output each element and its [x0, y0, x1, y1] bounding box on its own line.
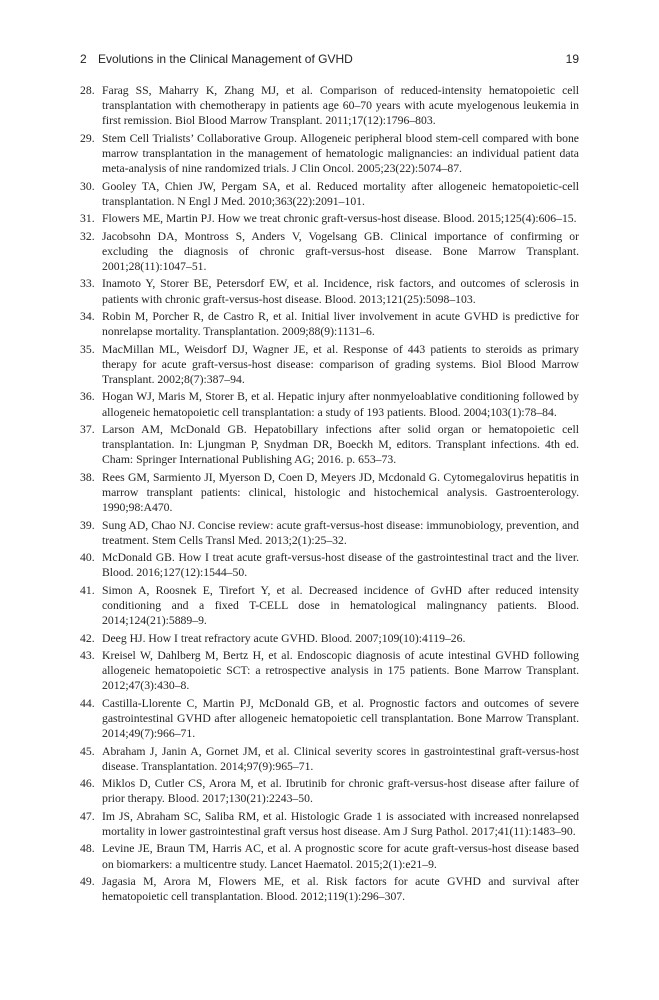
reference-text: MacMillan ML, Weisdorf DJ, Wagner JE, et al. Response of 443 patients to steroids as primary therapy for acute graft-versus-host disease: comparison of grading systems. Biol Blood Marrow Transplant. 2002;8(7):387–94.: [102, 342, 579, 386]
reference-number: 31.: [80, 212, 95, 226]
reference-item: [80, 744, 579, 774]
reference-text: Abraham J, Janin A, Gornet JM, et al. Clinical severity scores in gastrointestinal graft-versus-host disease. Transplantation. 2014;97(9):965–71.: [102, 744, 579, 773]
reference-text: Levine JE, Braun TM, Harris AC, et al. A prognostic score for acute graft-versus-host disease based on biomarkers: a multicentre study. Lancet Haematol. 2015;2(1):e21–9.: [102, 842, 579, 871]
reference-number: 44.: [80, 696, 95, 710]
reference-number: 38.: [80, 470, 95, 484]
reference-item: [80, 422, 579, 468]
reference-text: Flowers ME, Martin PJ. How we treat chronic graft-versus-host disease. Blood. 2015;125(4):606–15.: [102, 212, 577, 226]
reference-text: Gooley TA, Chien JW, Pergam SA, et al. Reduced mortality after allogeneic hematopoietic-cell transplantation. N Engl J Med. 2010;363(22):2091–101.: [102, 179, 579, 208]
chapter-title: Evolutions in the Clinical Management of GVHD: [98, 52, 353, 66]
reference-text: Castilla-Llorente C, Martin PJ, McDonald GB, et al. Prognostic factors and outcomes of severe gastrointestinal GVHD after allogeneic hematopoietic cell transplantation. Bone Marrow Transplant. 2014;49(7):966–71.: [102, 696, 579, 741]
reference-number: 47.: [80, 809, 95, 823]
reference-text: Jacobsohn DA, Montross S, Anders V, Vogelsang GB. Clinical importance of confirming or excluding the diagnosis of chronic graft-versus-host disease. Bone Marrow Transplant. 2001;28(11):1047–51.: [102, 229, 579, 273]
reference-number: 46.: [80, 777, 95, 791]
reference-item: [80, 583, 579, 629]
reference-text: Larson AM, McDonald GB. Hepatobillary infections after solid organ or hematopoietic cell transplantation. In: Ljungman P, Snydman DR, Boeckh M, editors. Transplant infections. 4th ed. Cham: Springer International Publishing AG; 2016. p. 653–73.: [102, 422, 579, 467]
reference-number: 39.: [80, 518, 95, 532]
reference-item: [80, 518, 579, 548]
running-head: [80, 50, 579, 68]
chapter-number: 2: [80, 52, 87, 66]
reference-number: 36.: [80, 390, 95, 404]
reference-number: 45.: [80, 744, 95, 758]
reference-number: 41.: [80, 583, 95, 597]
reference-number: 32.: [80, 229, 95, 243]
reference-item: [80, 776, 579, 806]
reference-text: Miklos D, Cutler CS, Arora M, et al. Ibrutinib for chronic graft-versus-host disease after failure of prior therapy. Blood. 2017;130(21):2243–50.: [102, 777, 579, 806]
reference-list: [80, 83, 579, 906]
reference-number: 35.: [80, 342, 95, 356]
reference-number: 34.: [80, 309, 95, 323]
reference-text: Im JS, Abraham SC, Saliba RM, et al. Histologic Grade 1 is associated with increased nonrelapsed mortality in lower gastrointestinal graft versus host disease. Am J Surg Pathol. 2017;41(11):1483–90.: [102, 809, 579, 838]
reference-text: Robin M, Porcher R, de Castro R, et al. Initial liver involvement in acute GVHD is predictive for nonrelapse mortality. Transplantation. 2009;88(9):1131–6.: [102, 309, 579, 339]
reference-item: [80, 179, 579, 209]
reference-item: [80, 696, 579, 742]
reference-number: 29.: [80, 131, 95, 145]
reference-item: [80, 389, 579, 419]
reference-number: 42.: [80, 631, 95, 645]
reference-number: 48.: [80, 842, 95, 856]
reference-text: Sung AD, Chao NJ. Concise review: acute graft-versus-host disease: immunobiology, prevention, and treatment. Stem Cells Transl Med. 2013;2(1):25–32.: [102, 518, 579, 547]
reference-item: [80, 874, 579, 904]
reference-item: [80, 550, 579, 580]
reference-text: Kreisel W, Dahlberg M, Bertz H, et al. Endoscopic diagnosis of acute intestinal GVHD following allogeneic hematopoietic SCT: a retrospective analysis in 175 patients. Bone Marrow Transplant. 2012;47(3):430–8.: [102, 648, 579, 693]
reference-number: 37.: [80, 422, 95, 436]
reference-item: [80, 229, 579, 275]
reference-text: McDonald GB. How I treat acute graft-versus-host disease of the gastrointestinal tract and the liver. Blood. 2016;127(12):1544–50.: [102, 551, 579, 580]
reference-number: 33.: [80, 277, 95, 291]
reference-text: Jagasia M, Arora M, Flowers ME, et al. Risk factors for acute GVHD and survival after hematopoietic cell transplantation. Blood. 2012;119(1):296–307.: [102, 874, 579, 904]
reference-item: [80, 211, 579, 226]
reference-item: [80, 470, 579, 516]
reference-number: 30.: [80, 179, 95, 193]
reference-item: [80, 83, 579, 129]
reference-item: [80, 309, 579, 339]
reference-item: [80, 342, 579, 388]
reference-text: Stem Cell Trialists’ Collaborative Group. Allogeneic peripheral blood stem-cell compared with bone marrow transplantation in the management of hematologic malignancies: an individual patient data meta-analysis of nine randomized trials. J Clin Oncol. 2005;23(22):5074–87.: [102, 131, 579, 176]
reference-item: [80, 631, 579, 646]
reference-text: Rees GM, Sarmiento JI, Myerson D, Coen D, Meyers JD, Mcdonald G. Cytomegalovirus hepatitis in marrow transplant patients: clinical, histologic and histochemical analysis. Gastroenterology. 1990;98:A470.: [102, 470, 579, 515]
reference-item: [80, 841, 579, 871]
reference-number: 49.: [80, 874, 95, 888]
reference-item: [80, 131, 579, 177]
reference-text: Hogan WJ, Maris M, Storer B, et al. Hepatic injury after nonmyeloablative conditioning followed by allogeneic hematopoietic cell transplantation: a study of 193 patients. Blood. 2004;103(1):78–84.: [102, 390, 579, 419]
reference-text: Inamoto Y, Storer BE, Petersdorf EW, et al. Incidence, risk factors, and outcomes of sclerosis in patients with chronic graft-versus-host disease. Blood. 2013;121(25):5098–103.: [102, 277, 579, 306]
reference-number: 40.: [80, 551, 95, 565]
reference-item: [80, 648, 579, 694]
reference-number: 28.: [80, 84, 95, 97]
reference-text: Farag SS, Maharry K, Zhang MJ, et al. Comparison of reduced-intensity hematopoietic cell transplantation with chemotherapy in patients age 60–70 years with acute myelogenous leukemia in first remission. Biol Blood Marrow Transplant. 2011;17(12):1796–803.: [102, 84, 579, 128]
reference-item: [80, 276, 579, 306]
page-number: 19: [565, 52, 579, 66]
reference-text: Simon A, Roosnek E, Tirefort Y, et al. Decreased incidence of GvHD after reduced intensity conditioning and a fixed T-CELL dose in hematological malingnancy patients. Blood. 2014;124(21):5889–9.: [102, 583, 579, 628]
reference-number: 43.: [80, 648, 95, 662]
reference-item: [80, 809, 579, 839]
reference-text: Deeg HJ. How I treat refractory acute GVHD. Blood. 2007;109(10):4119–26.: [102, 631, 466, 645]
